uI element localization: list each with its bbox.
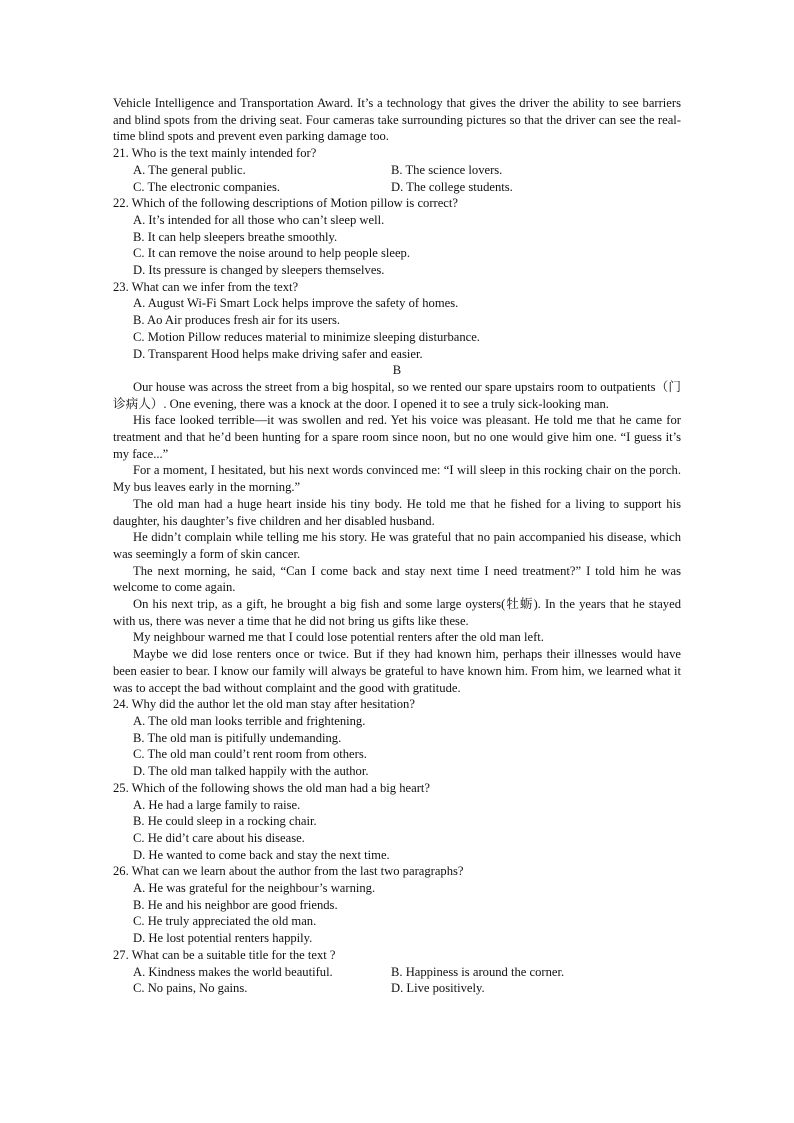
question-27-option-c: C. No pains, No gains. <box>133 981 248 996</box>
question-24-option-d: D. The old man talked happily with the author. <box>133 764 369 779</box>
passage-paragraph-2: His face looked terrible—it was swollen and red. Yet his voice was pleasant. He told me that he came for treatment and that he’d been hunting for a spare room since noon, but no one would give him one. “I guess it’s my face...” <box>113 413 681 461</box>
question-23-option-a: A. August Wi-Fi Smart Lock helps improve the safety of homes. <box>133 296 459 311</box>
question-27-stem: 27. What can be a suitable title for the text ? <box>113 947 336 962</box>
question-24-stem: 24. Why did the author let the old man stay after hesitation? <box>113 697 415 712</box>
question-27-option-d: D. Live positively. <box>391 981 485 996</box>
question-23-option-c: C. Motion Pillow reduces material to minimize sleeping disturbance. <box>133 329 480 344</box>
question-27-option-b: B. Happiness is around the corner. <box>391 964 565 979</box>
question-25-stem: 25. Which of the following shows the old man had a big heart? <box>113 780 430 795</box>
question-21-options-row-2 <box>113 179 681 196</box>
question-26-option-d: D. He lost potential renters happily. <box>133 931 313 946</box>
question-27-options-row-2 <box>113 980 681 997</box>
question-27-options-row-1 <box>113 964 681 981</box>
question-26-option-a: A. He was grateful for the neighbour’s warning. <box>133 881 376 896</box>
question-24-option-c: C. The old man could’t rent room from others. <box>133 747 367 762</box>
question-25-option-c: C. He did’t care about his disease. <box>133 830 305 845</box>
question-26-option-c: C. He truly appreciated the old man. <box>133 914 317 929</box>
intro-paragraph: Vehicle Intelligence and Transportation Award. It’s a technology that gives the driver the ability to see barriers and blind spots from the driving seat. Four cameras take surrounding pictures so that the driver can see the real-time blind spots and prevent even parking damage too. <box>113 96 681 144</box>
question-21-stem: 21. Who is the text mainly intended for? <box>113 146 317 161</box>
passage-paragraph-5: He didn’t complain while telling me his story. He was grateful that no pain accompanied his disease, which was seemingly a form of skin cancer. <box>113 530 681 561</box>
passage-paragraph-1: Our house was across the street from a big hospital, so we rented our spare upstairs room to outpatients（门诊病人）. One evening, there was a knock at the door. I opened it to see a truly sick-looking man. <box>113 379 681 411</box>
question-22-option-a: A. It’s intended for all those who can’t sleep well. <box>133 212 385 227</box>
question-25-option-a: A. He had a large family to raise. <box>133 797 301 812</box>
question-22-option-d: D. Its pressure is changed by sleepers themselves. <box>133 263 385 277</box>
passage-paragraph-3: For a moment, I hesitated, but his next words convinced me: “I will sleep in this rocking chair on the porch. My bus leaves early in the morning.” <box>113 463 681 495</box>
question-22-option-b: B. It can help sleepers breathe smoothly. <box>133 229 338 244</box>
question-21-option-b: B. The science lovers. <box>391 162 503 177</box>
question-25-option-b: B. He could sleep in a rocking chair. <box>133 814 317 829</box>
section-b-label: B <box>392 363 402 378</box>
question-23-option-b: B. Ao Air produces fresh air for its users. <box>133 313 341 328</box>
passage-paragraph-9: Maybe we did lose renters once or twice. But if they had known him, perhaps their illnesses would have been easier to bear. I know our family will always be grateful to have known him. From him, we learned what it was to accept the bad without complaint and the good with gratitude. <box>113 647 681 695</box>
question-25-option-d: D. He wanted to come back and stay the next time. <box>133 847 390 862</box>
exam-page <box>113 95 681 997</box>
question-26-option-b: B. He and his neighbor are good friends. <box>133 897 338 912</box>
question-21-option-d: D. The college students. <box>391 179 513 194</box>
question-23-option-d: D. Transparent Hood helps make driving safer and easier. <box>133 346 423 361</box>
question-21-option-c: C. The electronic companies. <box>133 179 280 194</box>
question-22-option-c: C. It can remove the noise around to help people sleep. <box>133 246 410 261</box>
passage-paragraph-8: My neighbour warned me that I could lose potential renters after the old man left. <box>133 630 544 645</box>
passage-paragraph-6: The next morning, he said, “Can I come back and stay next time I need treatment?” I told him he was welcome to come again. <box>113 563 681 595</box>
question-26-stem: 26. What can we learn about the author from the last two paragraphs? <box>113 864 464 879</box>
question-27-option-a: A. Kindness makes the world beautiful. <box>133 964 333 979</box>
question-23-stem: 23. What can we infer from the text? <box>113 279 299 294</box>
question-22-stem: 22. Which of the following descriptions of Motion pillow is correct? <box>113 196 458 211</box>
passage-paragraph-4: The old man had a huge heart inside his tiny body. He told me that he fished for a living to support his daughter, his daughter’s five children and her disabled husband. <box>113 496 681 528</box>
question-21-options-row-1 <box>113 162 681 179</box>
question-24-option-a: A. The old man looks terrible and frightening. <box>133 713 366 728</box>
question-21-option-a: A. The general public. <box>133 162 246 177</box>
passage-paragraph-7: On his next trip, as a gift, he brought a big fish and some large oysters(牡蛎). In the years that he stayed with us, there was never a time that he did not bring us gifts like these. <box>113 597 681 628</box>
question-24-option-b: B. The old man is pitifully undemanding. <box>133 730 342 745</box>
